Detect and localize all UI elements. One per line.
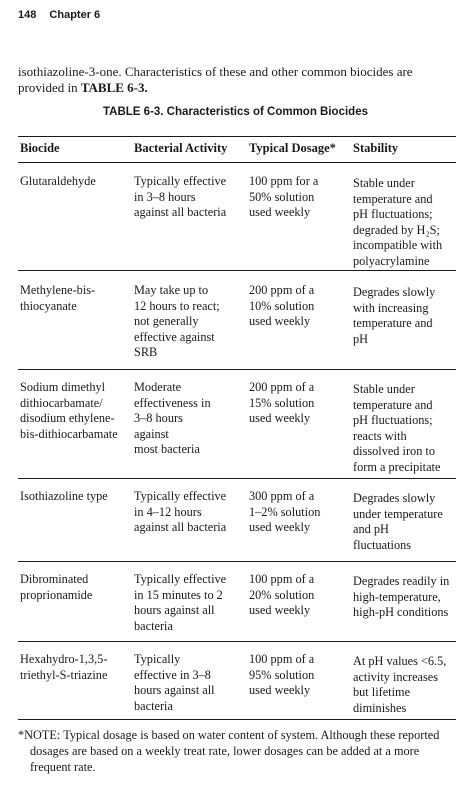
cell-line: but lifetime — [353, 685, 411, 700]
activity-cell — [134, 652, 215, 714]
cell-line: 100 ppm for a — [249, 174, 319, 188]
biocide-cell — [20, 380, 118, 442]
row-divider — [18, 641, 456, 642]
cell-line: 3–8 hours — [134, 411, 183, 426]
activity-cell — [134, 572, 226, 634]
biocide-cell — [20, 652, 107, 683]
dosage-cell — [249, 174, 318, 221]
row-divider — [18, 561, 456, 562]
cell-line: reacts with — [353, 428, 407, 443]
page-number: 148 — [18, 9, 37, 21]
cell-line: Typically effective — [134, 489, 227, 503]
cell-line: Moderate — [134, 380, 182, 394]
dosage-cell — [249, 652, 314, 699]
header-biocide: Biocide — [20, 141, 60, 155]
cell-line: SRB — [134, 345, 158, 360]
cell-line: incompatible with — [353, 238, 443, 253]
cell-line: most bacteria — [134, 442, 200, 457]
cell-line: form a precipitate — [353, 459, 441, 474]
intro-text: isothiazoline-3-one. Characteristics of these and other common biocides are provided in — [18, 64, 413, 95]
cell-line: temperature and — [353, 191, 433, 206]
cell-line: effective against — [134, 329, 215, 344]
row-divider — [18, 478, 456, 479]
cell-line: fluctuations — [353, 537, 412, 552]
cell-line: 50% solution — [249, 189, 315, 204]
cell-line: effective in 3–8 — [134, 667, 211, 682]
stability-cell — [353, 654, 446, 716]
table-reference: TABLE 6-3. — [80, 80, 148, 95]
cell-line: activity increases — [353, 669, 439, 684]
cell-line: with increasing — [353, 300, 429, 315]
cell-line: May take up to — [134, 283, 209, 297]
cell-line: used weekly — [249, 205, 311, 220]
cell-line: 10% solution — [249, 298, 315, 313]
table-footnote — [18, 728, 458, 775]
intro-paragraph — [18, 64, 454, 96]
table-bottom-rule — [18, 719, 456, 720]
cell-line: high-temperature, — [353, 589, 441, 604]
cell-line: Stable under — [353, 176, 415, 190]
stability-cell — [353, 285, 435, 347]
biocide-cell — [20, 283, 95, 314]
cell-line: Isothiazoline type — [20, 489, 108, 503]
cell-line: Typically — [134, 652, 181, 666]
stability-cell — [353, 176, 442, 270]
biocide-cell — [20, 572, 92, 603]
cell-line: temperature and — [353, 397, 433, 412]
header-bacterial-activity: Bacterial Activity — [134, 141, 228, 155]
cell-line: pH fluctuations; — [353, 207, 433, 222]
cell-line: and pH — [353, 522, 389, 537]
cell-line: not generally — [134, 314, 199, 329]
dosage-cell — [249, 380, 314, 427]
stability-cell — [353, 574, 449, 621]
cell-line: Methylene-bis- — [20, 283, 96, 297]
activity-cell — [134, 283, 220, 361]
cell-line: 200 ppm of a — [249, 380, 315, 394]
table-top-rule — [18, 136, 456, 137]
cell-line: Stable under — [353, 382, 415, 396]
cell-line: pH — [353, 331, 369, 346]
cell-line: effectiveness in — [134, 395, 211, 410]
biocide-cell — [20, 174, 96, 190]
cell-line: against — [134, 426, 169, 441]
dosage-cell — [249, 489, 320, 536]
cell-line: thiocyanate — [20, 298, 77, 313]
cell-line: triethyl-S-triazine — [20, 667, 108, 682]
cell-line: under temperature — [353, 506, 443, 521]
cell-line: degraded by H₂S; — [353, 222, 440, 237]
header-stability: Stability — [353, 141, 399, 155]
cell-line: 12 hours to react; — [134, 298, 220, 313]
activity-cell — [134, 380, 211, 458]
cell-line: disodium ethylene- — [20, 411, 115, 426]
table-caption: TABLE 6-3. Characteristics of Common Biocides — [103, 106, 368, 118]
cell-line: bacteria — [134, 698, 173, 713]
biocide-cell — [20, 489, 108, 505]
cell-line: in 4–12 hours — [134, 504, 202, 519]
header-typical-dosage: Typical Dosage* — [249, 141, 336, 155]
cell-line: used weekly — [249, 683, 311, 698]
cell-line: in 3–8 hours — [134, 189, 196, 204]
activity-cell — [134, 489, 226, 536]
cell-line: polyacrylamine — [353, 253, 430, 268]
footnote-line: dosages are based on a weekly treat rate, lower dosages can be added at a more — [30, 743, 420, 758]
chapter-label: Chapter 6 — [49, 9, 101, 21]
cell-line: Hexahydro-1,3,5- — [20, 652, 108, 666]
cell-line: 15% solution — [249, 395, 315, 410]
cell-line: dissolved iron to — [353, 444, 435, 459]
running-header — [18, 9, 100, 21]
cell-line: 200 ppm of a — [249, 283, 315, 297]
cell-line: Typically effective — [134, 572, 227, 586]
cell-line: bacteria — [134, 618, 173, 633]
cell-line: bis-dithiocarbamate — [20, 426, 118, 441]
cell-line: pH fluctuations; — [353, 413, 433, 428]
row-divider — [18, 270, 456, 271]
cell-line: Degrades slowly — [353, 285, 436, 299]
cell-line: 100 ppm of a — [249, 652, 315, 666]
cell-line: dithiocarbamate/ — [20, 395, 103, 410]
dosage-cell — [249, 572, 314, 619]
cell-line: in 15 minutes to 2 — [134, 587, 223, 602]
cell-line: Degrades slowly — [353, 491, 436, 505]
cell-line: hours against all — [134, 683, 215, 698]
cell-line: against all bacteria — [134, 520, 227, 535]
cell-line: used weekly — [249, 603, 311, 618]
stability-cell — [353, 491, 443, 553]
cell-line: Typically effective — [134, 174, 227, 188]
cell-line: 100 ppm of a — [249, 572, 315, 586]
cell-line: Degrades readily in — [353, 574, 450, 588]
cell-line: 1–2% solution — [249, 504, 321, 519]
cell-line: used weekly — [249, 520, 311, 535]
cell-line: 300 ppm of a — [249, 489, 315, 503]
cell-line: Sodium dimethyl — [20, 380, 106, 394]
dosage-cell — [249, 283, 314, 330]
cell-line: against all bacteria — [134, 205, 227, 220]
footnote-line: *NOTE: Typical dosage is based on water content of system. Although these reported — [18, 728, 440, 742]
cell-line: high-pH conditions — [353, 605, 449, 620]
stability-cell — [353, 382, 440, 476]
cell-line: used weekly — [249, 411, 311, 426]
activity-cell — [134, 174, 226, 221]
table-header-rule — [18, 162, 456, 163]
cell-line: temperature and — [353, 316, 433, 331]
cell-line: proprionamide — [20, 587, 93, 602]
footnote-line: frequent rate. — [30, 759, 96, 774]
cell-line: Glutaraldehyde — [20, 174, 96, 188]
cell-line: At pH values <6.5, — [353, 654, 447, 668]
cell-line: 95% solution — [249, 667, 315, 682]
row-divider — [18, 369, 456, 370]
cell-line: diminishes — [353, 700, 407, 715]
cell-line: 20% solution — [249, 587, 315, 602]
cell-line: hours against all — [134, 603, 215, 618]
cell-line: Dibrominated — [20, 572, 89, 586]
cell-line: used weekly — [249, 314, 311, 329]
